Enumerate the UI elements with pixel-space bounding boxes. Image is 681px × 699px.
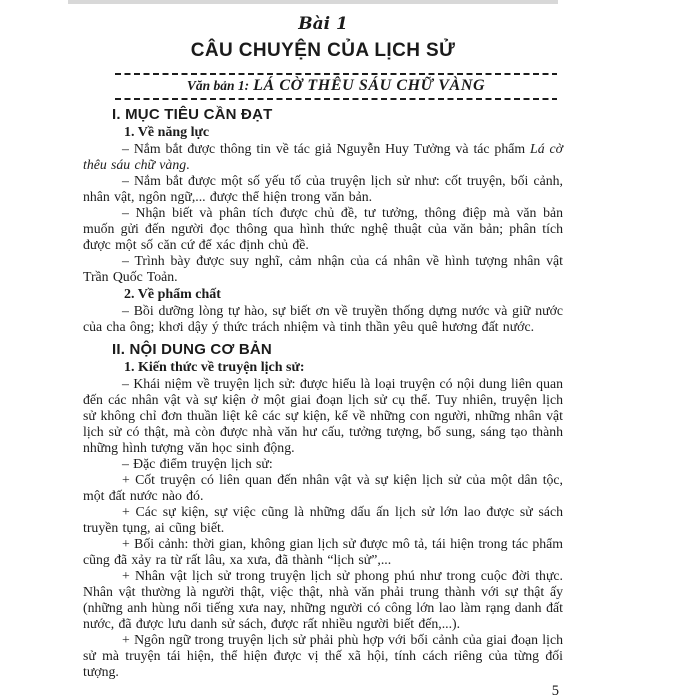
page-edge-shadow <box>68 0 558 4</box>
work-title-italic: Lá cờ thêu sáu chữ vàng <box>83 141 563 172</box>
paragraph-characters: + Nhân vật lịch sử trong truyện lịch sử phong phú như trong cuộc đời thực. Nhân vật thường là người thật, việc thật, nhà văn phải trung thành với sự thật ấy (những anh hùng nổi tiếng xưa nay, những người có công lớn lao làm rạng danh đất nước, đã được lưu danh sử sách, được rất nhiều người biết đến,...). <box>83 568 563 631</box>
text-banner-text <box>115 75 557 98</box>
paragraph-pride-tradition: – Bồi dưỡng lòng tự hào, sự biết ơn về truyền thống dựng nước và giữ nước của cha ông; khơi dậy ý thức trách nhiệm và tinh thần yêu quê hương đất nước. <box>83 303 563 334</box>
page-content <box>83 12 563 699</box>
dashed-rule-bottom <box>115 98 557 100</box>
lesson-title: CÂU CHUYỆN CỦA LỊCH SỬ <box>190 40 456 61</box>
paragraph-plot: + Cốt truyện có liên quan đến nhân vật và sự kiện lịch sử của một dân tộc, một đất nước nào đó. <box>83 472 563 503</box>
paragraph-setting: + Bối cảnh: thời gian, không gian lịch sử được mô tả, tái hiện trong tác phẩm cũng đã xảy ra từ rất lâu, xa xưa, đã thành “lịch sử”,... <box>83 536 563 567</box>
subsection-heading-quality: 2. Về phẩm chất <box>124 287 221 302</box>
paragraph-text: – Nắm bắt được thông tin về tác giả Nguyễn Huy Tưởng và tác phẩm <box>122 141 531 156</box>
subsection-heading-knowledge: 1. Kiến thức về truyện lịch sử: <box>124 360 305 375</box>
paragraph-author-info <box>83 141 563 173</box>
paragraph-text: . <box>186 157 190 172</box>
paragraph-characteristics: – Đặc điểm truyện lịch sử: <box>122 456 273 471</box>
paragraph-definition: – Khái niệm về truyện lịch sử: được hiểu là loại truyện có nội dung liên quan đến các nhân vật và sự kiện ở một giai đoạn lịch sử cụ thể. Tuy nhiên, truyện lịch sử không chỉ đơn thuần liệt kê các sự kiện, kể về những con người, những nhân vật lịch sử có thật, mà còn được nhà văn hư cấu, tưởng tượng, bổ sung, sáng tạo thành những hình tượng văn học sinh động. <box>83 376 563 455</box>
subsection-heading-competence: 1. Về năng lực <box>124 125 210 140</box>
section-heading-content: II. NỘI DUNG CƠ BẢN <box>112 341 272 358</box>
lesson-number: Bài 1 <box>298 14 348 34</box>
text-banner-title: LÁ CỜ THÊU SÁU CHỮ VÀNG <box>253 77 486 94</box>
paragraph-theme-analysis: – Nhận biết và phân tích được chủ đề, tư tưởng, thông điệp mà văn bản muốn gửi đến người đọc thông qua hình thức nghệ thuật của văn bản; phân tích được một số căn cứ để xác định chủ đề. <box>83 205 563 252</box>
paragraph-personal-reflection: – Trình bày được suy nghĩ, cảm nhận của cá nhân về hình tượng nhân vật Trần Quốc Toản. <box>83 253 563 284</box>
paragraph-events: + Các sự kiện, sự việc cũng là những dấu ấn lịch sử lớn lao được sử sách truyền tụng, ai cũng biết. <box>83 504 563 535</box>
text-banner-prefix: Văn bản 1: <box>186 78 250 93</box>
section-heading-objectives: I. MỤC TIÊU CẦN ĐẠT <box>112 106 273 123</box>
page-number: 5 <box>551 683 559 699</box>
text-banner <box>115 73 557 100</box>
paragraph-language: + Ngôn ngữ trong truyện lịch sử phải phù hợp với bối cảnh của giai đoạn lịch sử mà truyện tái hiện, thể hiện được vị thế xã hội, tính cách riêng của từng đối tượng. <box>83 632 563 679</box>
paragraph-story-elements: – Nắm bắt được một số yếu tố của truyện lịch sử như: cốt truyện, bối cảnh, nhân vật, ngôn ngữ,... được thể hiện trong văn bản. <box>83 173 563 204</box>
